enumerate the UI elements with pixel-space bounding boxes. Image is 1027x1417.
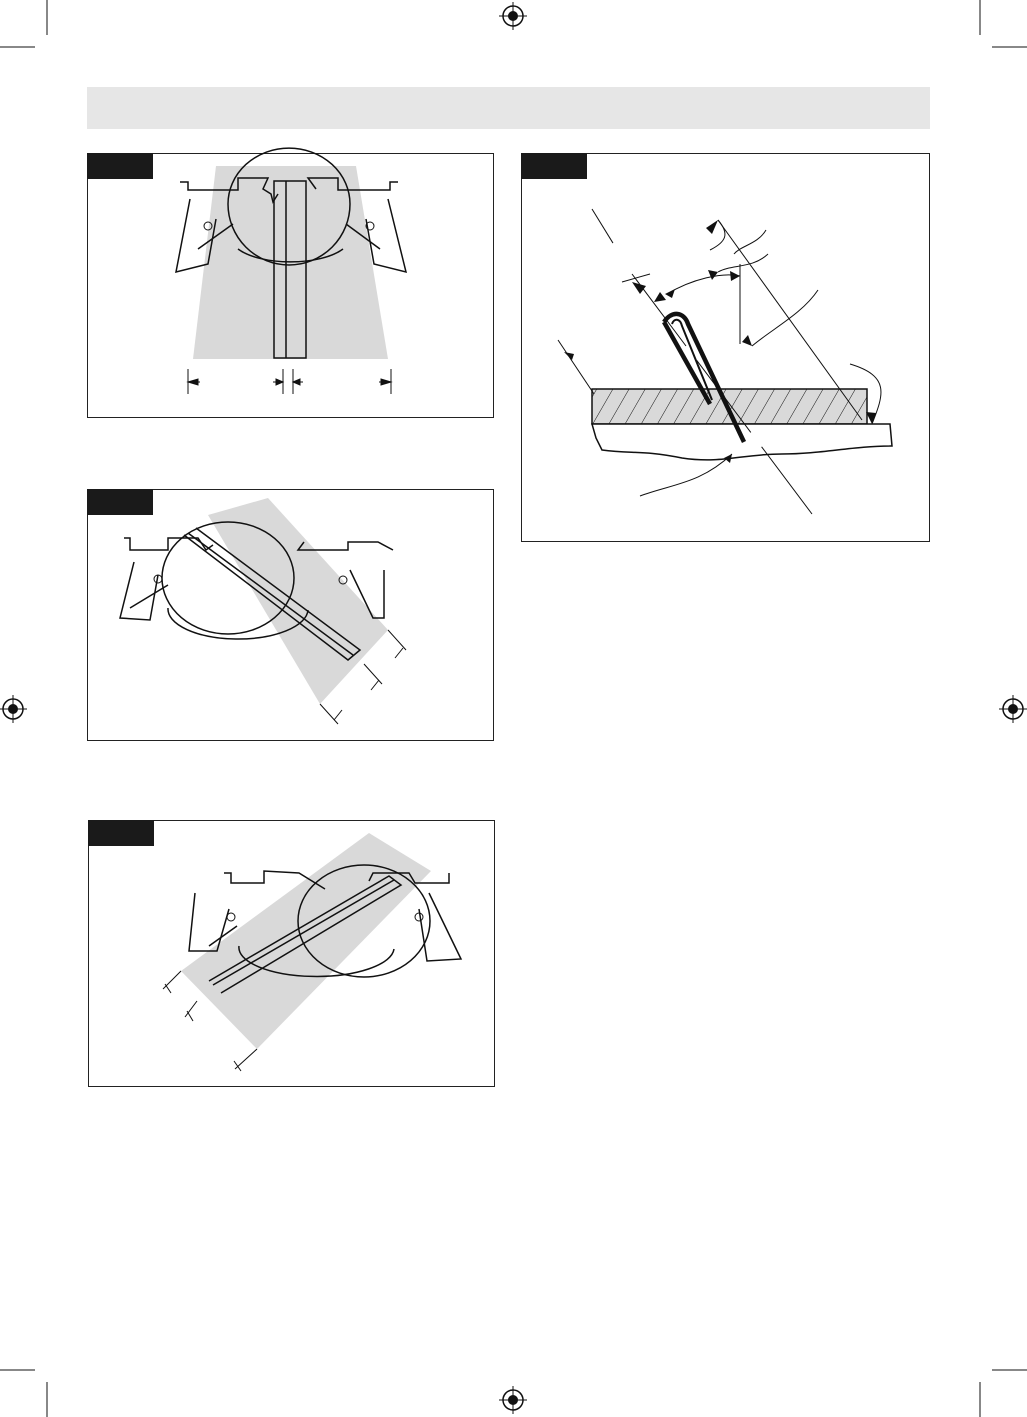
kerf-zone-shade	[208, 498, 388, 704]
figure-miter-cut-left	[87, 489, 494, 741]
figure-bevel-cut-section	[521, 153, 930, 542]
bevel-section-drawing	[522, 154, 931, 543]
figure-straight-cut	[87, 153, 494, 418]
kerf-zone-shade	[181, 833, 431, 1049]
registration-mark-icon	[999, 695, 1027, 723]
figure-miter-cut-right	[88, 820, 495, 1087]
registration-mark-icon	[499, 2, 527, 30]
miter-right-drawing	[89, 821, 496, 1088]
section-header-bar	[87, 87, 930, 129]
miter-left-drawing	[88, 490, 495, 742]
registration-mark-icon	[0, 695, 27, 723]
straight-cut-drawing	[88, 154, 495, 419]
registration-mark-icon	[499, 1386, 527, 1414]
